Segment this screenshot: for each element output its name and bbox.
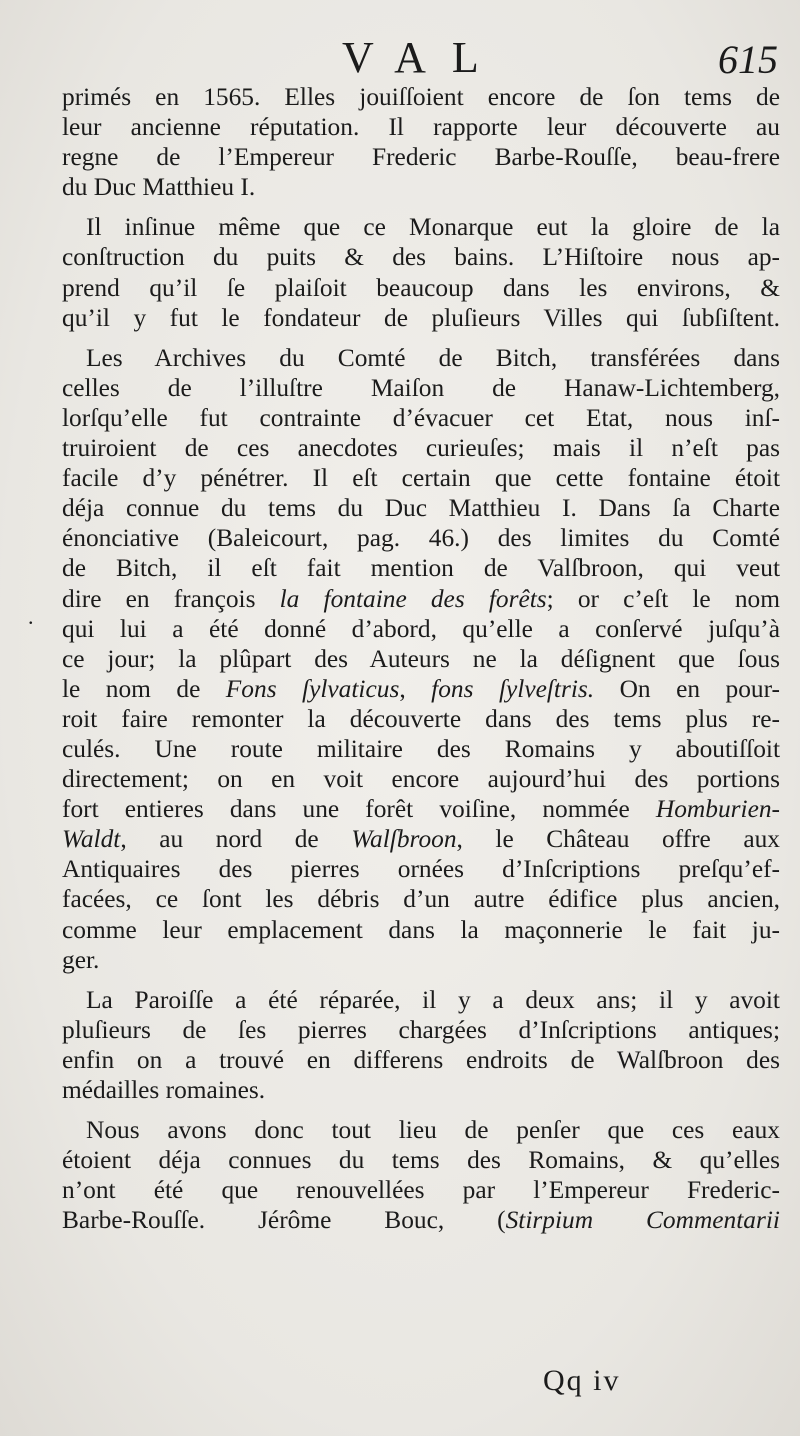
text-line [62, 674, 780, 704]
text-line: enfin on a trouvé en differens endroits de Walſbroon des [62, 1045, 780, 1074]
italic-phrase: Waldt [62, 825, 121, 854]
text-line: de Bitch, il eſt fait mention de Valſbroon, qui veut [62, 554, 780, 583]
text-segment: , [399, 674, 432, 703]
text-segment: On en pour- [594, 674, 780, 703]
text-segment: le nom de [62, 674, 226, 703]
italic-phrase: Stirpium Commentarii [505, 1206, 780, 1235]
italic-phrase: Walſbroon [351, 825, 457, 854]
text-line: conſtruction du puits & des bains. L’Hiſtoire nous ap- [62, 243, 780, 272]
text-line: ce jour; la plûpart des Auteurs ne la déſignent que ſous [62, 644, 780, 673]
body-text [62, 82, 780, 1235]
text-line [62, 794, 780, 824]
text-line [62, 584, 780, 614]
text-line: qu’il y fut le fondateur de pluſieurs Villes qui ſubſiſtent. [62, 303, 780, 332]
italic-phrase: Fons ſylvaticus [225, 674, 400, 703]
page-header [62, 28, 780, 82]
paragraph-1 [62, 82, 780, 202]
text-line: Les Archives du Comté de Bitch, transférées dans [86, 343, 780, 372]
text-line: roit faire remonter la découverte dans des tems plus re- [62, 704, 780, 733]
text-line: médailles romaines. [62, 1076, 266, 1104]
page-number: 615 [718, 37, 778, 82]
text-line: déja connue du tems du Duc Matthieu I. Dans ſa Charte [62, 494, 780, 523]
text-line: La Paroiſſe a été réparée, il y a deux ans; il y avoit [86, 985, 780, 1014]
text-line [62, 1205, 780, 1235]
paragraph-4 [62, 985, 780, 1105]
text-line [62, 824, 780, 854]
text-segment: , au nord de [120, 825, 352, 854]
text-line: qui lui a été donné d’abord, qu’elle a conſervé juſqu’à [62, 614, 780, 643]
text-segment: Barbe-Rouſſe. Jérôme Bouc, ( [62, 1206, 506, 1235]
text-line: Il inſinue même que ce Monarque eut la gloire de la [86, 213, 780, 242]
text-line: comme leur emplacement dans la maçonnerie le fait ju- [62, 915, 780, 944]
text-line: étoient déja connues du tems des Romains, & qu’elles [62, 1146, 780, 1175]
italic-phrase: la fontaine des forêts [279, 584, 547, 613]
text-line: énonciative (Baleicourt, pag. 46.) des limites du Comté [62, 524, 780, 553]
text-line: celles de l’illuſtre Maiſon de Hanaw-Lichtemberg, [62, 373, 780, 402]
running-title: VAL [342, 33, 505, 82]
text-line: leur ancienne réputation. Il rapporte leur découverte au [62, 113, 780, 142]
text-line: du Duc Matthieu I. [62, 173, 256, 202]
text-segment: fort entieres dans une forêt voiſine, nommée [62, 795, 656, 824]
text-segment: dire en françois [62, 584, 280, 613]
italic-phrase: Homburien- [655, 795, 780, 824]
text-line: Nous avons donc tout lieu de penſer que ces eaux [86, 1116, 780, 1145]
text-line: regne de l’Empereur Frederic Barbe-Rouſſe, beau-frere [62, 143, 780, 172]
paragraph-3 [62, 343, 780, 975]
signature-mark: Qq iv [543, 1364, 621, 1397]
text-line: Antiquaires des pierres ornées d’Inſcriptions preſqu’ef- [62, 855, 780, 884]
paragraph-2 [62, 212, 780, 332]
text-segment: ; or c’eſt le nom [546, 584, 780, 613]
text-line: primés en 1565. Elles jouiſſoient encore de ſon tems de [62, 83, 780, 111]
text-line: n’ont été que renouvellées par l’Empereur Frederic- [62, 1176, 780, 1205]
text-line: prend qu’il ſe plaiſoit beaucoup dans les environs, & [62, 273, 780, 302]
text-segment: , le Château offre aux [456, 825, 780, 854]
text-line: ger. [62, 945, 100, 974]
italic-phrase: fons ſylveſtris. [431, 674, 595, 703]
margin-mark: . [28, 604, 34, 629]
text-line: directement; on en voit encore aujourd’hui des portions [62, 765, 780, 794]
paragraph-5 [62, 1115, 780, 1235]
text-line: culés. Une route militaire des Romains y aboutiſſoit [62, 734, 780, 763]
text-line: lorſqu’elle fut contrainte d’évacuer cet Etat, nous inſ- [62, 403, 780, 432]
text-line: facées, ce ſont les débris d’un autre édifice plus ancien, [62, 885, 780, 914]
text-line: truiroient de ces anecdotes curieuſes; mais il n’eſt pas [62, 434, 780, 463]
text-line: facile d’y pénétrer. Il eſt certain que cette fontaine étoit [62, 464, 780, 493]
text-line: pluſieurs de ſes pierres chargées d’Inſcriptions antiques; [62, 1015, 780, 1044]
